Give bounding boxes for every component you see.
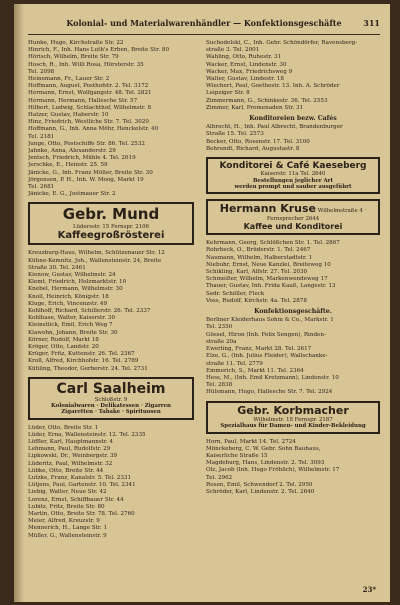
directory-entry: Straße 15. Tel. 2573	[206, 131, 264, 138]
running-header	[28, 18, 380, 32]
directory-entry: Hinz, Friedrich, Westliche Str. 7. Tel. 3020	[28, 119, 149, 126]
left-mid-list	[28, 250, 194, 372]
directory-entry: Rosen, Emil, Schwendorf 2. Tel. 2950	[206, 481, 313, 488]
directory-entry: Lubitz, Fritz, Breite Str. 80	[28, 503, 105, 510]
directory-entry: Lüderitz, Paul, Wilhelmstr. 32	[28, 460, 113, 467]
directory-entry: Tel. 2098	[28, 68, 55, 75]
directory-entry: Müller, G., Wallensteinstr. 9	[28, 532, 107, 539]
left-column	[28, 40, 194, 540]
ad-kaeseberg	[206, 157, 380, 194]
directory-entry: Albrecht, H., Inh. Paul Albrecht, Brandenburger	[206, 124, 343, 131]
directory-entry: Knebel, Hermann, Wilhelmstr. 30	[28, 286, 123, 293]
right-top-list	[206, 40, 380, 112]
directory-entry: Klemt, Friedrich, Holzmarktstr. 10	[28, 279, 127, 286]
directory-entry: Kröger, Otto, Landstr. 20	[28, 344, 99, 351]
ad-kruse-trade: Kaffee und Konditorei	[243, 222, 343, 232]
directory-entry: Tel. 2838	[206, 382, 233, 389]
directory-entry: Hermann, Hermann, Hallesche Str. 57	[28, 97, 138, 104]
directory-entry: Lorenz, Ernst, Schiffbauer Str. 44	[28, 496, 124, 503]
directory-entry: Hülsmann, Hugo, Hallesche Str. 7. Tel. 2924	[206, 389, 333, 396]
section-heading-konfektion: Konfektionsgeschäfte.	[254, 308, 332, 316]
ad-hermann-kruse	[206, 199, 380, 235]
ad-gebr-korbmacher	[206, 401, 380, 434]
directory-entry: Löffler, Karl, Hauptmannstr. 4	[28, 438, 114, 445]
directory-entry: Wahling, Otto, Ruhestr. 31	[206, 54, 282, 61]
ad-carl-saalheim	[28, 377, 194, 420]
directory-entry: Zimmer, Karl, Promenaden Str. 31	[206, 104, 304, 111]
page-number: 311	[363, 18, 380, 28]
directory-entry: Kreuzburg-Haus, Wilhelm, Schützenauer Str. 12	[28, 250, 165, 257]
directory-entry: Tel. 2962	[206, 474, 233, 481]
directory-entry: Jänicke, E. G., Jostmauer Str. 2	[28, 191, 116, 198]
directory-entry: Gössel, Hiron (Inh. Felix Sengen), Rinden-	[206, 331, 326, 338]
directory-entry: Hörisch, Wilhelm, Breite Str. 79	[28, 54, 119, 61]
left-top-list	[28, 40, 194, 198]
directory-entry: Kluge, Erich, Vincenzstr. 49	[28, 300, 108, 307]
ad-mund-trade: Kaffeegroßrösterei	[57, 229, 165, 241]
directory-entry: Rohrbeck, O., Brüderstr. 1. Tel. 2467	[206, 247, 311, 254]
directory-entry: Hilbert, Ludwig, Schlachthof, Wilhelmstr. 8	[28, 104, 152, 111]
directory-entry: Hoffmann, G., Inh. Anna Möhr, Henckelstr. 40	[28, 126, 159, 133]
directory-entry: Liebig, Walter, Neue Str. 42	[28, 489, 107, 496]
directory-entry: Tel. 2181	[28, 133, 55, 140]
ad-mund-address: Lüdersstr. 15 Fernspr. 2106	[73, 223, 149, 230]
directory-entry: Lipkowski, Dr., Weinbergstr. 39	[28, 453, 118, 460]
directory-entry: straße 3. Tel. 2001	[206, 47, 260, 54]
directory-entry: Walter, Gustav, Lindestr. 18	[206, 76, 284, 83]
right-bottom-list	[206, 439, 380, 497]
directory-entry: Jörgensen, P. H., Inh. W. Moog, Markt 19	[28, 176, 144, 183]
directory-entry: Krüger, Fritz, Kuttenstr. 26. Tel. 2367	[28, 351, 135, 358]
ad-gebr-mund	[28, 202, 194, 245]
section-heading-cafes: Konditoreien bezw. Cafés	[249, 115, 337, 123]
directory-entry: Tel. 2681	[28, 184, 55, 191]
ad-korbmacher-trade: Spezialhaus für Damen- und Kinder-Bekleidung	[220, 423, 366, 430]
directory-entry: Ewerling, Franz, Markt 28. Tel. 2617	[206, 346, 312, 353]
header-rule	[28, 34, 380, 35]
directory-entry: Jahnke, Anna, Alexanderstr. 29	[28, 148, 116, 155]
directory-entry: Lütjens, Paul, Gartenstr. 10. Tel. 2341	[28, 482, 136, 489]
header-title: Kolonial- und Materialwarenhändler — Konfektionsgeschäfte	[66, 18, 342, 28]
directory-entry: Naumann, Wilhelm, Halberstadtstr. 1	[206, 254, 313, 261]
directory-entry: Hess, M., (Inh. Emil Kretzmann), Lindenstr. 10	[206, 374, 339, 381]
directory-entry: Heinemann, Fr., Lauer Str. 2	[28, 76, 110, 83]
directory-entry: Lüder, Erna, Wallensteinstr. 12. Tel. 2335	[28, 431, 146, 438]
directory-entry: Leipziger Str. 8	[206, 90, 250, 97]
directory-entry: Straße 30. Tel. 2461	[28, 264, 86, 271]
directory-entry: straße 20a	[206, 338, 237, 345]
ad-saalheim-goods-2: Zigaretten · Tabake · Spirituosen	[61, 409, 161, 416]
directory-entry: Klawohn, Johann, Breite Str. 30	[28, 329, 118, 336]
directory-entry: Behrendt, Richard, Augustastr. 8	[206, 145, 300, 152]
directory-entry: Magdeburg, Hans, Lindenstr. 2. Tel. 3093	[206, 460, 325, 467]
directory-entry: Hosch, R., Inh. Willi Rosa, Hörsterstr. 35	[28, 61, 144, 68]
directory-entry: Emmerich, S., Markt 11. Tel. 2364	[206, 367, 304, 374]
directory-entry: straße 11. Tel. 2779	[206, 360, 263, 367]
right-column	[206, 40, 380, 496]
ad-kaeseberg-slogan-1: Bestellungen jeglicher Art	[253, 177, 333, 184]
directory-entry: Kohlhase, Walter, Kaiserstr. 30	[28, 315, 116, 322]
directory-entry: Wacker, Max, Friedrichsweg 9	[206, 68, 293, 75]
directory-entry: Kohlhoff, Richard, Schillerstr. 26. Tel. 2337	[28, 308, 151, 315]
directory-entry: Jerschke, E., Heinstr. 25. 59	[28, 162, 108, 169]
directory-entry: Hunke, Hugo, Kirchstraße Str. 22	[28, 40, 124, 46]
right-mid-list	[206, 240, 380, 305]
directory-entry: Wiechert, Paul, Goethestr. 13. Inh. A. Schröder	[206, 83, 340, 90]
directory-entry: Hermann, Ernst, Wolfgangstr. 48. Tel. 2821	[28, 90, 152, 97]
directory-entry: Junge, Otto, Postschiffe Str. 86. Tel. 2532	[28, 140, 145, 147]
ad-saalheim-name: Carl Saalheim	[56, 380, 166, 397]
directory-entry: Schröder, Karl, Lindenstr. 2. Tel. 2640	[206, 488, 315, 495]
directory-entry: Körner, Rudolf, Markt 18	[28, 336, 99, 343]
directory-entry: Jentsch, Friedrich, Mühle 4. Tel. 2619	[28, 155, 136, 162]
directory-entry: Kühling, Theodor, Gerberstr. 24. Tel. 2731	[28, 365, 148, 372]
directory-entry: Thauer, Gustav, Inh. Frida Kauß, Langestr. 13	[206, 283, 336, 290]
page-gutter	[14, 4, 24, 602]
directory-entry: Niebuhr, Ernst, Neue Kanzlei, Breiteweg 10	[206, 261, 331, 268]
directory-entry: Lehmann, Paul, Rudolfstr. 29	[28, 446, 111, 453]
directory-entry: Kühne-Kemnitz, Joh., Wallensteinstr. 24, Breite	[28, 257, 162, 264]
directory-entry: Kehrmann, Georg, Schlößchen Str. 1. Tel. 2867	[206, 240, 340, 247]
directory-entry: Becker, Otto, Rosenstr. 17. Tel. 3100	[206, 138, 310, 145]
directory-entry: Suchodelski, C., Inh. Gebr. Schöndörfer, Ravensberg-	[206, 40, 357, 46]
ad-kruse-name: Hermann Kruse	[219, 202, 316, 215]
directory-page	[14, 4, 390, 602]
directory-entry: Hatzer, Gustav, Haberstr. 10	[28, 112, 109, 119]
directory-entry: Berliner Kleiderhaus Sohm & Co., Markstr. 1	[206, 317, 334, 324]
directory-entry: Sedr. Schöller, Fleck	[206, 290, 265, 297]
directory-entry: Hoffmann, August, Posthofstr. 2. Tel. 3172	[28, 83, 149, 90]
right-cafe-list	[206, 124, 380, 153]
directory-entry: Lutzke, Franz, Kanalstr. 5. Tel. 2331	[28, 475, 132, 481]
directory-entry: Knoll, Heinrich, Königstr. 18	[28, 293, 109, 300]
folio-mark: 23*	[362, 585, 376, 594]
directory-entry: Zimmermann, G., Schinkestr. 36. Tel. 2553	[206, 97, 328, 104]
ad-saalheim-address: Schloßstr. 9	[94, 396, 128, 403]
directory-entry: Wacker, Ernst, Lindenstr. 30	[206, 61, 287, 68]
directory-entry: Jänicke, G., Inh. Franz Möller, Breite Str. 30	[28, 169, 153, 176]
directory-entry: Kienow, Gustav, Wilhelmstr. 24	[28, 272, 116, 279]
directory-entry: Martin, Otto, Breite Str. 78. Tel. 2760	[28, 511, 135, 518]
directory-entry: Mennerich, H., Lange Str. 1	[28, 525, 108, 532]
directory-entry: Kleinstück, Emil, Erich Weg 7	[28, 322, 113, 329]
directory-entry: Kroll, Alfred, Kirchhofstr. 16. Tel. 2789	[28, 358, 139, 365]
directory-entry: Lüder, Otto, Breite Str. 1	[28, 424, 99, 431]
ad-kaeseberg-address: Kaiserstr. 11a Tel. 2640	[260, 171, 326, 178]
ad-saalheim-goods-1: Kolonialwaren · Delikatessen · Zigarren	[51, 403, 171, 410]
directory-entry: Elze, G., (Inh. Julius Fleider), Wallschanke-	[206, 353, 328, 360]
directory-entry: Horn, Paul, Markt 14. Tel. 2724	[206, 438, 296, 445]
ad-kaeseberg-name: Konditorei & Café Kaeseberg	[219, 161, 367, 172]
ad-kaeseberg-slogan-2: werden prompt und sauber ausgeführt	[234, 183, 352, 190]
directory-entry: Schmeißer, Wilhelm, Markenwendeweg 17	[206, 276, 328, 283]
directory-entry: Voss, Rudolf, Kirchstr. 4a. Tel. 2878	[206, 297, 307, 304]
directory-entry: Lübke, Otto, Breite Str. 44	[28, 467, 104, 474]
left-bottom-list	[28, 425, 194, 540]
directory-entry: Olz, Jacob (Inh. Hugo Fröhlich), Wilhelmstr. 17	[206, 467, 340, 474]
directory-entry: Kaiserliche Straße 15	[206, 452, 268, 459]
ad-korbmacher-address: Wilhelmstr. 18 Fernspr. 2187	[253, 417, 333, 424]
directory-entry: Meier, Alfred, Kreuzstr. 9	[28, 518, 100, 525]
right-konf-list	[206, 317, 380, 396]
ad-kruse-address: Wilhelmstraße 4 · Fernsprecher 2644	[266, 208, 367, 222]
ad-korbmacher-name: Gebr. Korbmacher	[237, 403, 349, 417]
ad-mund-name: Gebr. Mund	[62, 205, 160, 224]
directory-entry: Schikling, Karl, Alfstr. 27. Tel. 2030	[206, 269, 308, 276]
directory-entry: Tel. 2350	[206, 324, 233, 331]
directory-entry: Hinrich, F., Inh. Hans Luth's Erben, Breite Str. 80	[28, 47, 169, 54]
directory-entry: Mönckeberg, C. W. Gebr. Sohn Bauhaus,	[206, 445, 321, 452]
